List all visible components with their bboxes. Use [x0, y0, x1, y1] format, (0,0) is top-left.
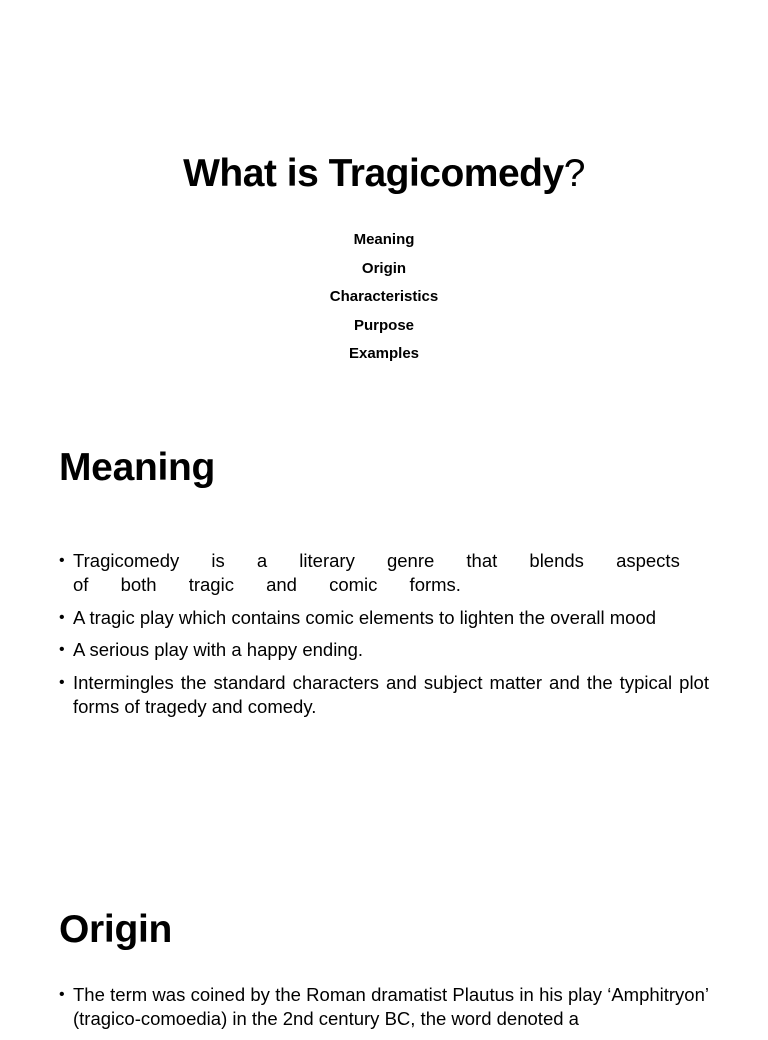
toc-item-examples: Examples	[348, 345, 420, 363]
origin-heading: Origin	[59, 908, 173, 951]
bullet-text: A tragic play which contains comic elements to lighten the overall mood	[73, 606, 657, 628]
table-of-contents	[0, 226, 768, 369]
bullet-dot-icon: •	[59, 641, 65, 658]
bullet-dot-icon: •	[59, 986, 65, 1003]
meaning-heading: Meaning	[59, 446, 216, 489]
bullet-dot-icon: •	[59, 552, 65, 569]
main-title-text: What is Tragicomedy	[183, 152, 564, 196]
list-item	[59, 606, 709, 630]
main-title	[0, 150, 768, 198]
toc-item-characteristics: Characteristics	[329, 288, 439, 306]
list-item	[59, 638, 709, 662]
bullet-dot-icon: •	[59, 673, 65, 691]
toc-item-purpose: Purpose	[353, 316, 414, 334]
list-item	[59, 549, 709, 597]
toc-item-meaning: Meaning	[353, 231, 415, 248]
origin-slide	[0, 880, 768, 1029]
list-item	[59, 671, 709, 719]
toc-item-origin: Origin	[361, 259, 407, 277]
main-title-question-mark: ?	[563, 152, 585, 196]
bullet-text: Intermingles the standard characters and subject matter and the typical plot forms of tragedy and comedy.	[73, 671, 709, 717]
bullet-dot-icon: •	[59, 608, 65, 626]
title-slide	[0, 0, 768, 410]
origin-bullet-list	[59, 983, 709, 1040]
bullet-text: The term was coined by the Roman dramatist Plautus in his play ‘Amphitryon’ (tragico-comoedia) in the 2nd century BC, the word denoted a	[73, 984, 709, 1029]
bullet-text: A serious play with a happy ending.	[73, 639, 364, 660]
meaning-bullet-list	[59, 549, 709, 727]
meaning-slide	[0, 410, 768, 880]
bullet-text: Tragicomedy is a literary genre that blends aspects of both tragic and comic forms.	[73, 550, 680, 595]
